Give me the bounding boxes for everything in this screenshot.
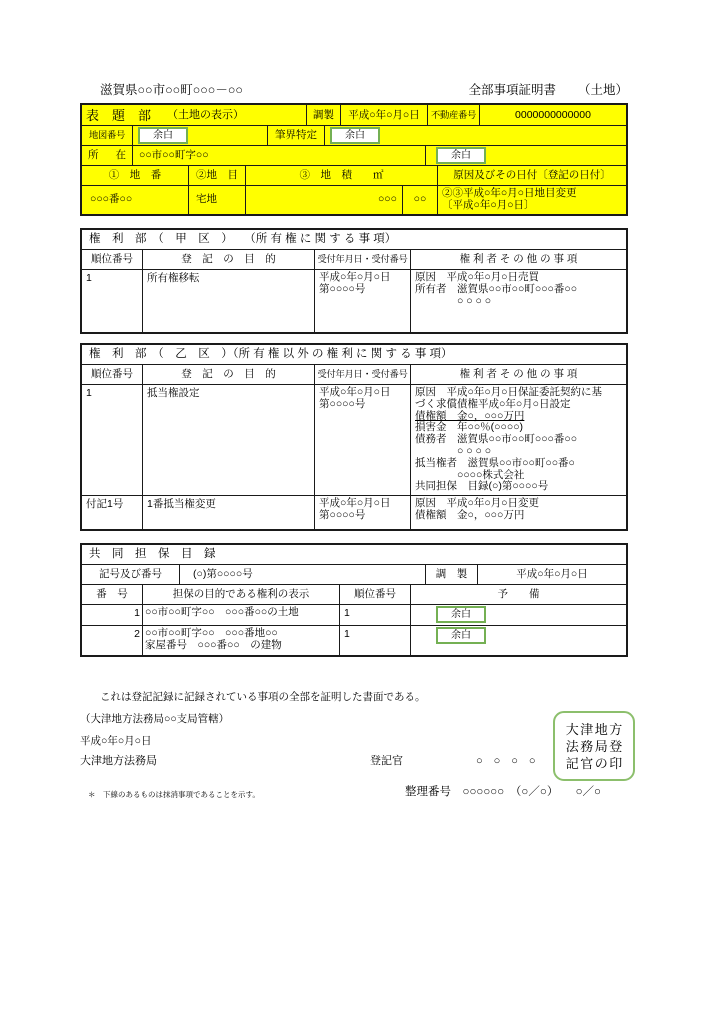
otsu-rank-2: 付記1号 (86, 498, 124, 511)
kyodo-title-row (82, 545, 626, 564)
symbol-number-label: 記号及び番号 (99, 568, 162, 580)
otsu-header-row (82, 364, 626, 384)
rights-section-otsu-table (80, 343, 628, 531)
underlined-claim-amount: 債権額 金○，○○○万円 (415, 409, 525, 422)
location-label: 所 在 (88, 149, 126, 161)
property-number-value: 0000000000000 (479, 105, 626, 125)
kyodo-reserve-1 (410, 605, 626, 625)
property-address: 滋賀県○○市○○町○○○－○○ (100, 83, 243, 97)
col-holder: 権 利 者 そ の 他 の 事 項 (410, 250, 626, 269)
doc-title-group (446, 82, 628, 98)
location-row (82, 145, 626, 165)
col-receipt: 受付年月日・受付番号 (314, 250, 410, 269)
kou-rank: 1 (86, 272, 92, 284)
location-blank: 余白 (436, 147, 486, 164)
boundary-cell (324, 126, 626, 145)
kyodo-symbol-row (82, 564, 626, 584)
kou-header-row (82, 249, 626, 269)
land-data-row (82, 185, 626, 214)
kou-data-row (82, 269, 626, 332)
legal-affairs-bureau: 大津地方法務局 (80, 755, 157, 767)
rights-section-kou-table (80, 228, 628, 334)
otsu-receipt-1: 平成○年○月○日 第○○○○号 (314, 385, 410, 495)
col-purpose: 登 記 の 目 的 (142, 250, 314, 269)
col-receipt: 受付年月日・受付番号 (314, 365, 410, 384)
land-header-row (82, 165, 626, 185)
col-holder: 権 利 者 そ の 他 の 事 項 (410, 365, 626, 384)
underline-note: ＊ 下線のあるものは抹消事項であることを示す。 (88, 790, 260, 799)
kyodo-rank-1: 1 (339, 605, 410, 625)
col-collateral-display: 担保の目的である権利の表示 (142, 585, 339, 604)
col-rank-number: 順位番号 (339, 585, 410, 604)
certification-statement: これは登記記録に記録されている事項の全部を証明した書面である。 (100, 691, 426, 703)
hyodaibu-subtitle: （土地の表示） (167, 108, 245, 121)
col-rank: 順位番号 (91, 368, 133, 380)
otsu-section-title: 権 利 部 （ 乙 区 ）（所 有 権 以 外 の 権 利 に 関 す る 事 項） (89, 348, 453, 360)
symbol-number-value: (○)第○○○○号 (179, 565, 425, 584)
kou-holder-details: 原因 平成○年○月○日売買 所有者 滋賀県○○市○○町○○○番○○ ○ ○ ○ ○ (410, 270, 626, 332)
kyodo-chosei-date: 平成○年○月○日 (477, 565, 626, 584)
map-number-blank: 余白 (138, 127, 188, 144)
kou-section-title: 権 利 部 （ 甲 区 ） （所 有 権 に 関 す る 事 項） (89, 233, 397, 245)
otsu-purpose-2: 1番抵当権変更 (142, 496, 314, 529)
registrar-name: ○ ○ ○ ○ (476, 755, 536, 767)
doc-title: 全部事項証明書 (468, 83, 556, 97)
map-number-label: 地図番号 (89, 130, 125, 140)
col-cause-date: 原因及びその日付〔登記の日付〕 (437, 166, 626, 185)
cause-line-2: 〔平成○年○月○日〕 (442, 198, 535, 211)
hyodaibu-title-cell (82, 105, 306, 125)
kyodo-header-row (82, 584, 626, 604)
doc-type: （土地） (577, 83, 628, 97)
kou-title-row (82, 230, 626, 249)
kyodo-display-1: ○○市○○町字○○ ○○○番○○の土地 (142, 605, 339, 625)
joint-collateral-table (80, 543, 628, 657)
kyodo-data-row-1 (82, 604, 626, 625)
col-land-area: ③ 地 積 ㎡ (245, 166, 437, 185)
land-area-decimal: ○○ (402, 186, 437, 214)
jurisdiction-note: （大津地方法務局○○支局管轄） (80, 713, 230, 725)
reference-number: 整理番号 ○○○○○○ （○／○） ○／○ (405, 786, 601, 798)
map-number-row (82, 125, 626, 145)
col-parcel-number: ① 地 番 (108, 169, 162, 181)
col-purpose: 登 記 の 目 的 (142, 365, 314, 384)
registrar-seal: 大津地方 法務局登 記官の印 (553, 711, 635, 781)
issue-date: 平成○年○月○日 (80, 735, 152, 747)
boundary-blank: 余白 (330, 127, 380, 144)
otsu-purpose-1: 抵当権設定 (142, 385, 314, 495)
otsu-data-row-2 (82, 495, 626, 529)
cause-line-1: ②③平成○年○月○日地目変更 (442, 187, 577, 199)
otsu-title-row (82, 345, 626, 364)
property-number-label: 不動産番号 (427, 105, 479, 125)
col-rank: 順位番号 (91, 253, 133, 265)
kyodo-section-title: 共 同 担 保 目 録 (89, 548, 216, 560)
registrar-label: 登記官 (370, 755, 403, 767)
col-land-category: ②地 目 (188, 166, 245, 185)
kyodo-reserve-2 (410, 626, 626, 655)
location-blank-cell (425, 146, 626, 165)
cause-date-cell (437, 186, 626, 214)
parcel-number: ○○○番○○ (90, 193, 133, 206)
reserve-blank-2: 余白 (436, 627, 486, 644)
location-value: ○○市○○町字○○ (132, 146, 425, 165)
hyodaibu-table (80, 103, 628, 216)
land-area-main: ○○○ (245, 186, 402, 214)
otsu-holder-details-1: 原因 平成○年○月○日保証委託契約に基 づく求償債権平成○年○月○日設定 債権額 金○，○○○万円 損害金 年○○％(○○○○) 債務者 滋賀県○○市○○町○○○番○○ ○ ○ ○ ○ 抵当権者 滋賀県○○市○○町○○番○ ○○○○株式会社 共同担保 目録(○)第○○○○号 (410, 385, 626, 495)
otsu-rank-1: 1 (86, 387, 92, 399)
map-number-cell (132, 126, 267, 145)
otsu-receipt-2: 平成○年○月○日 第○○○○号 (314, 496, 410, 529)
kyodo-rank-2: 1 (339, 626, 410, 655)
reserve-blank-1: 余白 (436, 606, 486, 623)
boundary-label: 筆界特定 (267, 126, 324, 145)
land-category: 宅地 (188, 186, 245, 214)
hyodaibu-title-row (82, 105, 626, 125)
kou-receipt: 平成○年○月○日 第○○○○号 (314, 270, 410, 332)
hyodaibu-title: 表 題 部 (86, 107, 152, 123)
kyodo-display-2: ○○市○○町字○○ ○○○番地○○ 家屋番号 ○○○番○○ の建物 (142, 626, 339, 655)
otsu-data-row-1 (82, 384, 626, 495)
kyodo-no-2: 2 (134, 628, 140, 640)
otsu-holder-details-2: 原因 平成○年○月○日変更 債権額 金○，○○○万円 (410, 496, 626, 529)
col-number: 番 号 (96, 588, 128, 600)
doc-header (80, 82, 628, 98)
kyodo-no-1: 1 (134, 607, 140, 619)
kyodo-data-row-2 (82, 625, 626, 655)
chosei-label: 調製 (306, 105, 340, 125)
chosei-date: 平成○年○月○日 (340, 105, 427, 125)
kyodo-chosei-label: 調 製 (425, 565, 477, 584)
col-reserve: 予 備 (410, 585, 626, 604)
bottom-line (80, 783, 628, 803)
office-line (80, 752, 628, 768)
kou-purpose: 所有権移転 (142, 270, 314, 332)
